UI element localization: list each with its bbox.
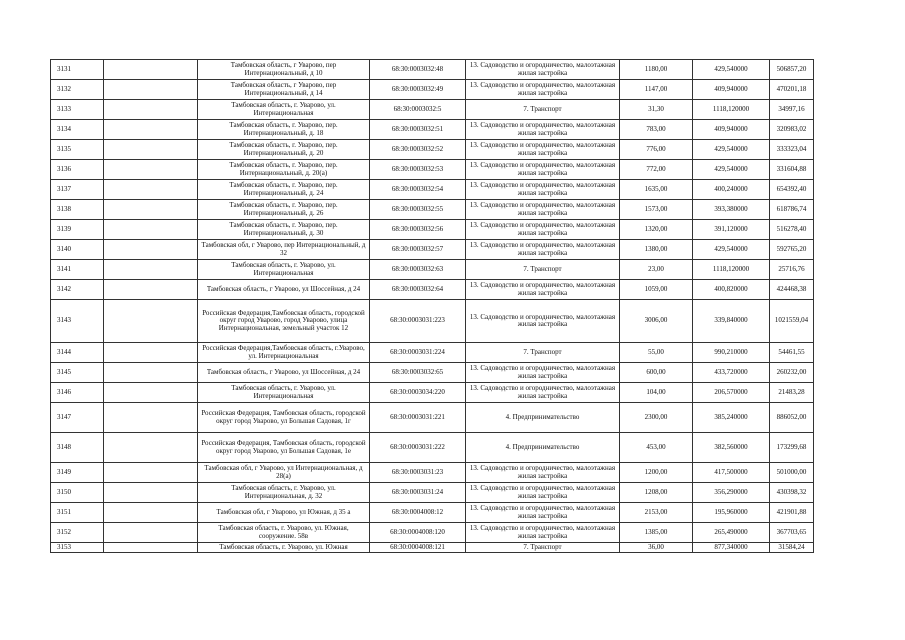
table-row [51, 463, 814, 483]
row-area: 55,00 [620, 343, 693, 363]
table-row [51, 60, 814, 80]
row-cadastral-value: 516278,40 [770, 220, 814, 240]
row-land-use: 4. Предпринимательство [466, 433, 620, 463]
row-cadastral-value: 21483,28 [770, 383, 814, 403]
row-land-use: 13. Садоводство и огородничество, малоэтажная жилая застройка [466, 363, 620, 383]
row-number: 3137 [51, 180, 104, 200]
row-land-use: 13. Садоводство и огородничество, малоэтажная жилая застройка [466, 280, 620, 300]
row-area: 31,30 [620, 100, 693, 120]
row-specific-value: 393,380000 [693, 200, 770, 220]
row-area: 104,00 [620, 383, 693, 403]
table-row [51, 120, 814, 140]
row-area: 1320,00 [620, 220, 693, 240]
row-blank [104, 240, 198, 260]
row-cadastral-number: 68:30:0003032:49 [370, 80, 466, 100]
row-cadastral-number: 68:30:0003031:222 [370, 433, 466, 463]
row-cadastral-value: 54461,55 [770, 343, 814, 363]
row-number: 3134 [51, 120, 104, 140]
row-cadastral-number: 68:30:0003032:51 [370, 120, 466, 140]
row-address: Тамбовская область, г. Уварово, ул. Южная, сооружение. 58в [198, 523, 370, 543]
row-land-use: 13. Садоводство и огородничество, малоэтажная жилая застройка [466, 60, 620, 80]
row-area: 1200,00 [620, 463, 693, 483]
row-specific-value: 400,820000 [693, 280, 770, 300]
row-cadastral-value: 592765,20 [770, 240, 814, 260]
row-area: 36,00 [620, 543, 693, 553]
row-cadastral-number: 68:30:0003031:23 [370, 463, 466, 483]
row-blank [104, 403, 198, 433]
row-blank [104, 160, 198, 180]
row-area: 1573,00 [620, 200, 693, 220]
row-address: Российская Федерация,Тамбовская область, г.Уварово, ул. Интернациональная [198, 343, 370, 363]
table-row [51, 433, 814, 463]
row-specific-value: 429,540000 [693, 240, 770, 260]
table-row [51, 280, 814, 300]
row-area: 1180,00 [620, 60, 693, 80]
row-cadastral-number: 68:30:0003032:63 [370, 260, 466, 280]
table-row [51, 503, 814, 523]
row-specific-value: 409,940000 [693, 80, 770, 100]
row-address: Тамбовская область, г. Уварово, пер. Интернациональный, д. 20 [198, 140, 370, 160]
row-land-use: 7. Транспорт [466, 343, 620, 363]
row-specific-value: 400,240000 [693, 180, 770, 200]
row-number: 3149 [51, 463, 104, 483]
table-row [51, 363, 814, 383]
row-area: 1385,00 [620, 523, 693, 543]
row-number: 3136 [51, 160, 104, 180]
row-area: 783,00 [620, 120, 693, 140]
table-row [51, 200, 814, 220]
row-address: Тамбовская область, г. Уварово, пер. Интернациональный, д. 26 [198, 200, 370, 220]
row-blank [104, 463, 198, 483]
row-cadastral-number: 68:30:0004008:121 [370, 543, 466, 553]
row-blank [104, 343, 198, 363]
row-number: 3142 [51, 280, 104, 300]
row-area: 453,00 [620, 433, 693, 463]
row-cadastral-number: 68:30:0003032:57 [370, 240, 466, 260]
row-specific-value: 417,500000 [693, 463, 770, 483]
row-blank [104, 280, 198, 300]
row-cadastral-value: 618786,74 [770, 200, 814, 220]
row-area: 600,00 [620, 363, 693, 383]
row-cadastral-value: 1021559,04 [770, 300, 814, 343]
row-cadastral-value: 320983,02 [770, 120, 814, 140]
table-row [51, 260, 814, 280]
row-land-use: 7. Транспорт [466, 543, 620, 553]
table-row [51, 160, 814, 180]
row-number: 3132 [51, 80, 104, 100]
table-row [51, 220, 814, 240]
row-number: 3141 [51, 260, 104, 280]
row-address: Тамбовская область, г Уварово, пер Интернациональный, д 10 [198, 60, 370, 80]
row-cadastral-value: 654392,40 [770, 180, 814, 200]
row-cadastral-value: 367703,65 [770, 523, 814, 543]
row-address: Тамбовская область, г. Уварово, пер. Интернациональный, д. 30 [198, 220, 370, 240]
row-number: 3151 [51, 503, 104, 523]
row-land-use: 13. Садоводство и огородничество, малоэтажная жилая застройка [466, 140, 620, 160]
row-address: Тамбовская область, г. Уварово, пер. Интернациональный, д. 18 [198, 120, 370, 140]
row-cadastral-number: 68:30:0003031:24 [370, 483, 466, 503]
row-number: 3148 [51, 433, 104, 463]
row-land-use: 13. Садоводство и огородничество, малоэтажная жилая застройка [466, 220, 620, 240]
row-blank [104, 100, 198, 120]
table-row [51, 140, 814, 160]
row-number: 3147 [51, 403, 104, 433]
table-row [51, 300, 814, 343]
row-cadastral-number: 68:30:0003032:53 [370, 160, 466, 180]
row-cadastral-value: 424468,38 [770, 280, 814, 300]
row-cadastral-value: 886052,00 [770, 403, 814, 433]
row-cadastral-value: 25716,76 [770, 260, 814, 280]
table-row [51, 483, 814, 503]
row-specific-value: 433,720000 [693, 363, 770, 383]
row-number: 3152 [51, 523, 104, 543]
row-specific-value: 339,840000 [693, 300, 770, 343]
row-cadastral-number: 68:30:0003032:52 [370, 140, 466, 160]
row-cadastral-number: 68:30:0003032:64 [370, 280, 466, 300]
table-row [51, 403, 814, 433]
row-cadastral-value: 506857,20 [770, 60, 814, 80]
row-address: Тамбовская область, г Уварово, пер Интернациональный, д 14 [198, 80, 370, 100]
row-land-use: 7. Транспорт [466, 260, 620, 280]
table-row [51, 523, 814, 543]
row-cadastral-number: 68:30:0003032:65 [370, 363, 466, 383]
row-land-use: 13. Садоводство и огородничество, малоэтажная жилая застройка [466, 383, 620, 403]
row-address: Тамбовская область, г. Уварово, ул. Интернациональная, д. 32 [198, 483, 370, 503]
row-land-use: 13. Садоводство и огородничество, малоэтажная жилая застройка [466, 80, 620, 100]
row-blank [104, 523, 198, 543]
row-land-use: 13. Садоводство и огородничество, малоэтажная жилая застройка [466, 120, 620, 140]
row-cadastral-number: 68:30:0003032:56 [370, 220, 466, 240]
row-area: 1147,00 [620, 80, 693, 100]
row-area: 2153,00 [620, 503, 693, 523]
row-address: Тамбовская область, г. Уварово, пер. Интернациональный, д. 24 [198, 180, 370, 200]
table-body [51, 60, 814, 553]
row-address: Российская Федерация, Тамбовская область, городской округ город Уварово, ул Большая Садовая, 1е [198, 433, 370, 463]
row-land-use: 13. Садоводство и огородничество, малоэтажная жилая застройка [466, 300, 620, 343]
row-blank [104, 503, 198, 523]
row-address: Тамбовская обл, г Уварово, ул Южная, д 35 а [198, 503, 370, 523]
row-specific-value: 1118,120000 [693, 260, 770, 280]
row-area: 1059,00 [620, 280, 693, 300]
table-row [51, 543, 814, 553]
row-land-use: 13. Садоводство и огородничество, малоэтажная жилая застройка [466, 160, 620, 180]
row-blank [104, 433, 198, 463]
row-cadastral-value: 34997,16 [770, 100, 814, 120]
row-specific-value: 429,540000 [693, 140, 770, 160]
row-blank [104, 220, 198, 240]
row-land-use: 13. Садоводство и огородничество, малоэтажная жилая застройка [466, 240, 620, 260]
row-blank [104, 383, 198, 403]
row-number: 3133 [51, 100, 104, 120]
row-blank [104, 80, 198, 100]
row-address: Российская Федерация, Тамбовская область, городской округ город Уварово, ул Большая Садовая, 1г [198, 403, 370, 433]
row-blank [104, 120, 198, 140]
row-cadastral-value: 173299,68 [770, 433, 814, 463]
table-row [51, 383, 814, 403]
row-cadastral-value: 31584,24 [770, 543, 814, 553]
row-specific-value: 385,240000 [693, 403, 770, 433]
row-cadastral-number: 68:30:0004008:12 [370, 503, 466, 523]
row-address: Российская Федерация,Тамбовская область, городской округ город Уварово, город Уварово, улица Интернациональная, земельный участок 12 [198, 300, 370, 343]
row-cadastral-number: 68:30:0003032:55 [370, 200, 466, 220]
row-area: 776,00 [620, 140, 693, 160]
row-cadastral-number: 68:30:0003034:220 [370, 383, 466, 403]
row-land-use: 13. Садоводство и огородничество, малоэтажная жилая застройка [466, 523, 620, 543]
row-blank [104, 60, 198, 80]
row-cadastral-number: 68:30:0003031:223 [370, 300, 466, 343]
cadastral-value-table [50, 59, 814, 553]
row-cadastral-number: 68:30:0004008:120 [370, 523, 466, 543]
table-row [51, 180, 814, 200]
row-blank [104, 260, 198, 280]
row-cadastral-value: 331604,88 [770, 160, 814, 180]
table-row [51, 343, 814, 363]
row-cadastral-value: 470201,18 [770, 80, 814, 100]
row-specific-value: 356,290000 [693, 483, 770, 503]
row-specific-value: 1118,120000 [693, 100, 770, 120]
table-row [51, 240, 814, 260]
row-blank [104, 180, 198, 200]
row-cadastral-value: 421901,88 [770, 503, 814, 523]
row-specific-value: 429,540000 [693, 60, 770, 80]
row-address: Тамбовская область, г Уварово, ул Шоссейная, д 24 [198, 363, 370, 383]
row-number: 3146 [51, 383, 104, 403]
row-specific-value: 382,560000 [693, 433, 770, 463]
row-cadastral-number: 68:30:0003032:54 [370, 180, 466, 200]
row-address: Тамбовская область, г Уварово, ул Шоссейная, д 24 [198, 280, 370, 300]
row-number: 3139 [51, 220, 104, 240]
row-number: 3135 [51, 140, 104, 160]
row-land-use: 13. Садоводство и огородничество, малоэтажная жилая застройка [466, 503, 620, 523]
row-land-use: 4. Предпринимательство [466, 403, 620, 433]
row-specific-value: 990,210000 [693, 343, 770, 363]
row-address: Тамбовская обл, г Уварово, пер Интернациональный, д 32 [198, 240, 370, 260]
row-area: 1208,00 [620, 483, 693, 503]
row-land-use: 13. Садоводство и огородничество, малоэтажная жилая застройка [466, 463, 620, 483]
row-cadastral-number: 68:30:0003032:5 [370, 100, 466, 120]
row-specific-value: 877,340000 [693, 543, 770, 553]
table-row [51, 80, 814, 100]
row-area: 3006,00 [620, 300, 693, 343]
row-address: Тамбовская обл, г Уварово, ул Интернациональная, д 28(а) [198, 463, 370, 483]
row-cadastral-number: 68:30:0003031:224 [370, 343, 466, 363]
row-cadastral-value: 501000,00 [770, 463, 814, 483]
row-area: 772,00 [620, 160, 693, 180]
row-blank [104, 300, 198, 343]
row-number: 3144 [51, 343, 104, 363]
row-land-use: 13. Садоводство и огородничество, малоэтажная жилая застройка [466, 483, 620, 503]
row-land-use: 13. Садоводство и огородничество, малоэтажная жилая застройка [466, 200, 620, 220]
row-address: Тамбовская область, г. Уварово, ул. Интернациональная [198, 260, 370, 280]
row-number: 3150 [51, 483, 104, 503]
row-address: Тамбовская область, г. Уварово, ул. Интернациональная [198, 383, 370, 403]
row-specific-value: 265,490000 [693, 523, 770, 543]
row-area: 1380,00 [620, 240, 693, 260]
row-specific-value: 195,960000 [693, 503, 770, 523]
row-address: Тамбовская область, г. Уварово, ул. Интернациональная [198, 100, 370, 120]
row-cadastral-value: 333323,04 [770, 140, 814, 160]
row-number: 3131 [51, 60, 104, 80]
table-row [51, 100, 814, 120]
row-number: 3153 [51, 543, 104, 553]
row-specific-value: 206,570000 [693, 383, 770, 403]
row-specific-value: 391,120000 [693, 220, 770, 240]
row-cadastral-number: 68:30:0003031:221 [370, 403, 466, 433]
row-cadastral-number: 68:30:0003032:48 [370, 60, 466, 80]
row-address: Тамбовская область, г. Уварово, ул. Южная [198, 543, 370, 553]
row-cadastral-value: 260232,00 [770, 363, 814, 383]
row-blank [104, 140, 198, 160]
row-area: 2300,00 [620, 403, 693, 433]
row-blank [104, 363, 198, 383]
row-specific-value: 429,540000 [693, 160, 770, 180]
row-number: 3138 [51, 200, 104, 220]
row-land-use: 13. Садоводство и огородничество, малоэтажная жилая застройка [466, 180, 620, 200]
row-blank [104, 200, 198, 220]
row-blank [104, 543, 198, 553]
row-land-use: 7. Транспорт [466, 100, 620, 120]
row-area: 23,00 [620, 260, 693, 280]
row-blank [104, 483, 198, 503]
row-number: 3140 [51, 240, 104, 260]
row-specific-value: 409,940000 [693, 120, 770, 140]
row-cadastral-value: 430398,32 [770, 483, 814, 503]
row-number: 3143 [51, 300, 104, 343]
row-number: 3145 [51, 363, 104, 383]
row-area: 1635,00 [620, 180, 693, 200]
row-address: Тамбовская область, г. Уварово, пер. Интернациональный, д. 20(а) [198, 160, 370, 180]
